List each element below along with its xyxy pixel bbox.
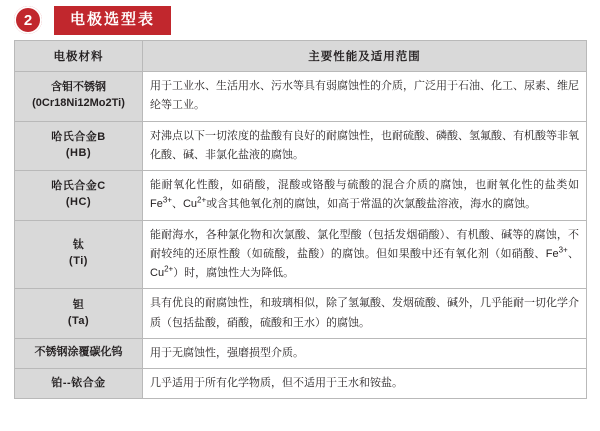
material-name-line: 钛 <box>72 239 85 252</box>
table-row <box>15 369 587 399</box>
material-name-line: 哈氏合金C <box>51 180 106 193</box>
table-row <box>15 72 587 122</box>
material-cell <box>15 289 143 339</box>
column-header-performance: 主要性能及适用范围 <box>143 41 587 72</box>
material-cell <box>15 369 143 399</box>
material-cell <box>15 121 143 171</box>
document-header <box>0 0 600 38</box>
table-head <box>15 41 587 72</box>
material-name-line: 钽 <box>72 298 85 311</box>
material-name-line: 不锈钢涂覆碳化钨 <box>34 346 123 359</box>
material-cell <box>15 72 143 122</box>
table-row <box>15 220 587 289</box>
material-code-line: (Ti) <box>69 255 88 268</box>
description-cell: 具有优良的耐腐蚀性，和玻璃相似，除了氢氟酸、发烟硫酸、碱外，几乎能耐一切化学介质（包括盐酸，硝酸，硫酸和王水）的腐蚀。 <box>143 289 587 339</box>
description-part: ）时，腐蚀性大为降低。 <box>173 267 295 279</box>
superscript-charge: 3+ <box>162 195 172 205</box>
description-part: 或含其他氧化剂的腐蚀，如高于常温的次氯酸盐溶液，海水的腐蚀。 <box>206 198 537 211</box>
column-header-material: 电极材料 <box>15 41 143 72</box>
superscript-charge: 2+ <box>164 264 174 274</box>
table-row <box>15 289 587 339</box>
description-cell <box>143 171 587 221</box>
material-name-line: 哈氏合金B <box>51 130 106 143</box>
material-code-line: (HB) <box>65 146 92 159</box>
table-row <box>15 171 587 221</box>
material-name-line: 含钼不锈钢 <box>51 81 106 94</box>
material-code-line: (HC) <box>65 196 92 209</box>
table-container <box>0 38 600 399</box>
description-part: 、Cu <box>171 198 198 211</box>
description-part: 能耐氧化性酸，如硝酸，混酸或铬酸与硫酸的混合介质的腐蚀，也耐氧化性的盐类如Fe <box>150 179 579 211</box>
material-code-line: (Ta) <box>67 314 90 327</box>
description-cell: 对沸点以下一切浓度的盐酸有良好的耐腐蚀性，也耐硫酸、磷酸、氢氟酸、有机酸等非氧化酸、碱、非氯化盐液的腐蚀。 <box>143 121 587 171</box>
material-cell <box>15 171 143 221</box>
material-name-line: 铂--铱合金 <box>51 376 106 389</box>
description-part: 能耐海水，各种氯化物和次氯酸、氯化型酸（包括发烟硝酸）、有机酸、碱等的腐蚀，不耐较纯的还原性酸（如硫酸，盐酸）的腐蚀。但如果酸中还有氧化剂（如硝酸、Fe <box>150 228 579 260</box>
description-cell: 用于无腐蚀性，强磨损型介质。 <box>143 338 587 368</box>
section-badge: 2 <box>14 6 42 34</box>
table-header-row <box>15 41 587 72</box>
table-row <box>15 338 587 368</box>
description-cell: 几乎适用于所有化学物质，但不适用于王水和铵盐。 <box>143 369 587 399</box>
description-part: 、Cu <box>150 247 579 279</box>
superscript-charge: 2+ <box>197 195 207 205</box>
material-cell <box>15 220 143 289</box>
description-cell: 用于工业水、生活用水、污水等具有弱腐蚀性的介质，广泛用于石油、化工、尿素、维尼纶等工业。 <box>143 72 587 122</box>
material-cell <box>15 338 143 368</box>
electrode-selection-table <box>14 40 587 399</box>
superscript-charge: 3+ <box>558 245 568 255</box>
material-code-line: (0Cr18Ni12Mo2Ti) <box>32 97 125 110</box>
table-row <box>15 121 587 171</box>
description-cell <box>143 220 587 289</box>
page-title: 电极选型表 <box>54 6 171 35</box>
table-body <box>15 72 587 399</box>
